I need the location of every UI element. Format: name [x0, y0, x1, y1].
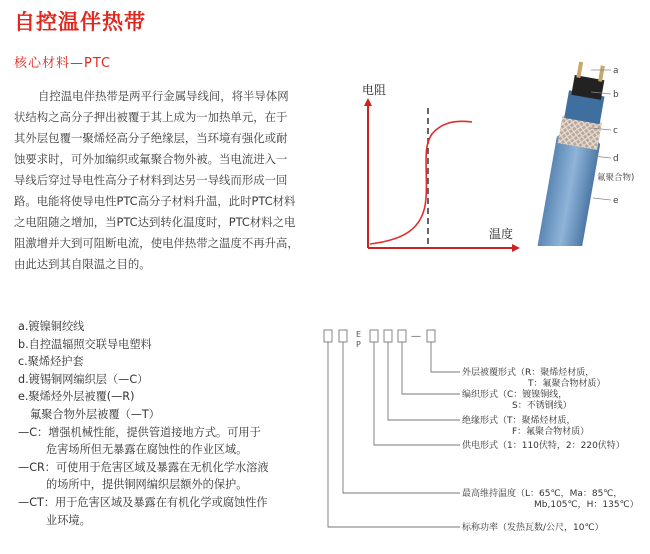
insulation-label: 绝缘形式（T：聚烯烃材质， — [462, 416, 576, 426]
code-ep-e: E — [356, 330, 362, 339]
intro-paragraph — [14, 86, 354, 275]
label-a: a — [613, 66, 619, 76]
chart-ylabel: 电阻 — [362, 83, 387, 97]
list-item: —C：增强机械性能，提供管道接地方式。可用于 — [18, 425, 261, 439]
jacket-label-2: T：氟聚合物材质） — [528, 379, 606, 389]
cable-structure-illustration — [533, 60, 645, 246]
intro-line: 其外层包覆一聚烯烃高分子绝缘层，当环境有强化或耐 — [14, 131, 288, 145]
code-ep-p: P — [356, 340, 361, 349]
intro-line: 蚀要求时，可外加编织或氟聚合物外被。当电流进入一 — [14, 152, 288, 166]
list-item: —CT：用于危害区域及暴露在有机化学或腐蚀性作 — [18, 495, 268, 509]
code-box-temp — [339, 330, 347, 342]
intro-line: 阻激增并大到可阻断电流，使电伴热带之温度不再升高， — [14, 236, 299, 250]
max-temp-label-2: Mb,105℃，H：135℃） — [534, 500, 639, 510]
x-axis-arrow — [512, 244, 520, 252]
copper-wire — [600, 66, 603, 82]
intro-line: 由此达到其自限温之目的。 — [14, 257, 151, 271]
list-item: a.镀镍铜绞线 — [18, 320, 85, 333]
label-d-note: 氟聚合物) — [597, 173, 635, 183]
model-code-diagram — [320, 322, 645, 546]
supply-label: 供电形式（1：110伏特，2：220伏特） — [462, 441, 625, 451]
ptc-resistance-diagram — [352, 78, 527, 258]
parts-list — [18, 318, 328, 529]
label-e: e — [613, 196, 619, 206]
list-item: —CR：可使用于危害区域及暴露在无机化学水溶液 — [18, 460, 269, 474]
section-subtitle: 核心材料—PTC — [14, 56, 112, 71]
label-b: b — [613, 90, 619, 100]
code-box-jacket — [427, 330, 435, 342]
braid-label: 编织形式（C：镀镍铜线， — [462, 390, 568, 400]
label-d: d — [613, 154, 619, 164]
list-item: c.聚烯烃护套 — [18, 355, 84, 369]
copper-wire — [578, 62, 581, 78]
max-temp-label: 最高维持温度（L：65℃，Ma：85℃， — [462, 489, 623, 499]
list-item: b.自控温辐照交联导电塑料 — [18, 337, 152, 351]
list-item: 氟聚合物外层被覆（—T） — [30, 407, 160, 421]
intro-line: 之电阻随之增加，当PTC达到转化温度时，PTC材料之电 — [14, 215, 296, 229]
list-item: 业环境。 — [46, 513, 91, 527]
list-item: 的场所中，提供铜网编织层额外的保护。 — [46, 478, 248, 492]
braid-label-2: S：不锈钢线） — [512, 401, 572, 411]
jacket-label: 外层被覆形式（R：聚烯烃材质， — [462, 368, 595, 378]
code-box-braid — [398, 330, 406, 342]
power-label: 标称功率（发热瓦数/公尺，10℃） — [462, 523, 604, 533]
code-box-insulation — [384, 330, 392, 342]
chart-xlabel: 温度 — [489, 227, 514, 241]
insulation-label-2: F：氟聚合物材质） — [512, 427, 590, 437]
intro-line: 状结构之高分子押出被覆于其上成为一加热单元，在于 — [14, 110, 288, 124]
page-title: 自控温伴热带 — [14, 10, 146, 34]
list-item: 危害场所但无暴露在腐蚀性的作业区域。 — [46, 443, 248, 457]
intro-line: 导线后穿过导电性高分子材料到达另一导线而形成一回 — [14, 173, 288, 187]
list-item: d.镀锡铜网编织层（—C） — [18, 372, 149, 386]
outer-jacket — [535, 135, 601, 246]
intro-line: 路。电能将使导电性PTC高分子材料升温，此时PTC材料 — [14, 194, 296, 208]
y-axis-arrow — [364, 98, 372, 106]
code-box-supply — [370, 330, 378, 342]
ptc-curve — [370, 121, 472, 244]
label-c: c — [613, 126, 618, 136]
code-dash: — — [411, 331, 421, 342]
code-box-power — [324, 330, 332, 342]
intro-line: 自控温电伴热带是两平行金属导线间，将半导体网 — [38, 89, 289, 103]
list-item: e.聚烯烃外层被覆(—R) — [18, 390, 135, 404]
